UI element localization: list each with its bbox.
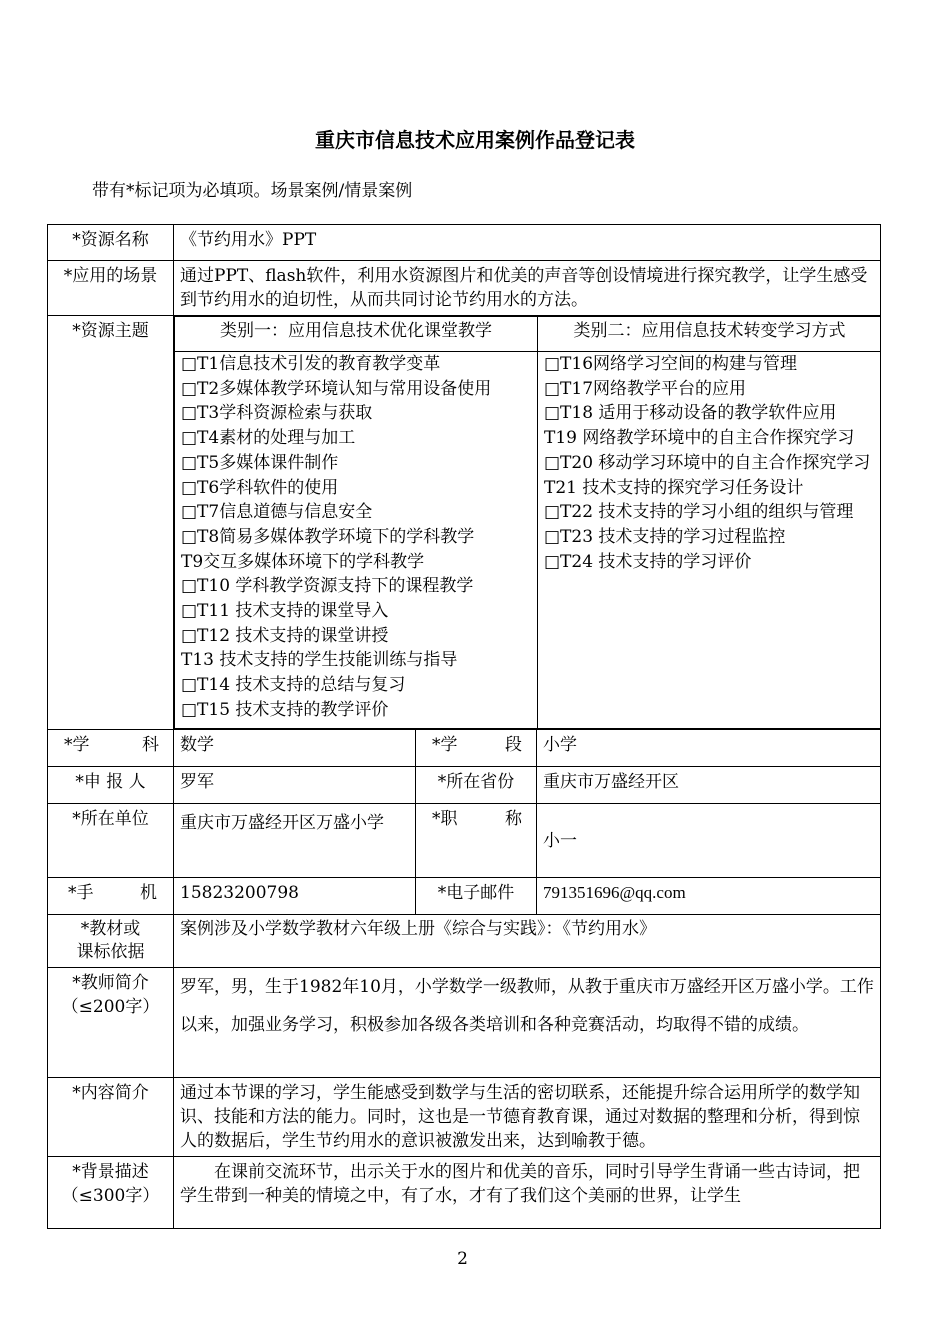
- topic-option: □T1信息技术引发的教育教学变革: [181, 354, 441, 374]
- registration-form-table: [47, 224, 881, 1229]
- row-topic: [48, 316, 881, 730]
- label-scene: *应用的场景: [48, 261, 174, 316]
- topic-cell: [174, 316, 881, 730]
- value-teacher: 罗军，男，生于1982年10月，小学数学一级教师，从教于重庆市万盛经开区万盛小学。工作以来，加强业务学习，积极参加各级各类培训和各种竞赛活动，均取得不错的成绩。: [174, 968, 881, 1078]
- row-unit-title: [48, 804, 881, 878]
- topic-option: □T7信息道德与信息安全: [181, 502, 373, 523]
- topic-option: T19 网络教学环境中的自主合作探究学习: [544, 428, 855, 449]
- topic-option: □T3学科资源检索与获取: [181, 403, 373, 424]
- topic-option: □T8简易多媒体教学环境下的学科教学: [181, 526, 475, 547]
- value-basis: 案例涉及小学数学教材六年级上册《综合与实践》：《节约用水》: [174, 915, 881, 968]
- value-province: 重庆市万盛经开区: [537, 767, 881, 804]
- topic-option: □T11 技术支持的课堂导入: [181, 601, 389, 622]
- page-number: 2: [457, 1249, 468, 1269]
- value-stage: 小学: [537, 730, 881, 767]
- topic-option: □T6学科软件的使用: [181, 477, 339, 498]
- topic-option: □T15 技术支持的教学评价: [181, 699, 389, 720]
- value-scene: 通过PPT、flash软件，利用水资源图片和优美的声音等创设情境进行探究教学，让学生感受到节约用水的迫切性，从而共同讨论节约用水的方法。: [174, 261, 881, 316]
- label-teacher: *教师简介 （≤200字）: [48, 968, 174, 1078]
- category-two-list: [538, 352, 881, 729]
- topic-option: □T18 适用于移动设备的教学软件应用: [544, 403, 837, 424]
- row-basis: [48, 915, 881, 968]
- label-province: *所在省份: [416, 767, 537, 804]
- row-subject-stage: [48, 730, 881, 767]
- topic-option: □T16网络学习空间的构建与管理: [544, 354, 798, 374]
- required-note: 带有*标记项为必填项。场景案例/情景案例: [92, 181, 413, 201]
- topic-option: □T2多媒体教学环境认知与常用设备使用: [181, 378, 492, 399]
- label-stage: *学 段: [416, 730, 537, 767]
- label-topic: *资源主题: [48, 316, 174, 730]
- value-subject: 数学: [174, 730, 416, 767]
- topic-option: □T24 技术支持的学习评价: [544, 551, 752, 572]
- topic-option: □T14 技术支持的总结与复习: [181, 675, 406, 696]
- category-one-title: 类别一：应用信息技术优化课堂教学: [175, 317, 538, 352]
- row-phone-email: [48, 878, 881, 915]
- value-unit: 重庆市万盛经开区万盛小学: [174, 804, 416, 878]
- label-content: *内容简介: [48, 1078, 174, 1157]
- label-unit: *所在单位: [48, 804, 174, 878]
- topic-option: □T20 移动学习环境中的自主合作探究学习: [544, 452, 871, 473]
- topic-inner-table: [174, 316, 881, 729]
- label-resource-name: *资源名称: [48, 225, 174, 261]
- category-two-title: 类别二：应用信息技术转变学习方式: [538, 317, 881, 352]
- row-applicant-province: [48, 767, 881, 804]
- value-title-rank: 小一: [537, 804, 881, 878]
- row-content: [48, 1078, 881, 1157]
- value-resource-name: 《节约用水》PPT: [174, 225, 881, 261]
- row-resource-name: [48, 225, 881, 261]
- topic-option: T13 技术支持的学生技能训练与指导: [181, 650, 458, 671]
- topic-option: □T5多媒体课件制作: [181, 452, 339, 473]
- value-background: 在课前交流环节，出示关于水的图片和优美的音乐，同时引导学生背诵一些古诗词，把学生带到一种美的情境之中，有了水，才有了我们这个美丽的世界，让学生: [174, 1157, 881, 1229]
- topic-option: □T23 技术支持的学习过程监控: [544, 526, 786, 547]
- topic-option: □T12 技术支持的课堂讲授: [181, 625, 389, 646]
- topic-option: □T22 技术支持的学习小组的组织与管理: [544, 502, 854, 523]
- value-content: 通过本节课的学习，学生能感受到数学与生活的密切联系，还能提升综合运用所学的数学知识、技能和方法的能力。同时，这也是一节德育教育课，通过对数据的整理和分析，得到惊人的数据后，学生节约用水的意识被激发出来，达到喻教于德。: [174, 1078, 881, 1157]
- topic-option: T21 技术支持的探究学习任务设计: [544, 477, 804, 498]
- row-scene: [48, 261, 881, 316]
- topic-option: T9交互多媒体环境下的学科教学: [181, 551, 425, 572]
- label-email: *电子邮件: [416, 878, 537, 915]
- label-subject: *学 科: [48, 730, 174, 767]
- value-phone: 15823200798: [174, 878, 416, 915]
- topic-option: □T17网络教学平台的应用: [544, 378, 747, 399]
- label-basis: *教材或 课标依据: [48, 915, 174, 968]
- topic-option: □T4素材的处理与加工: [181, 428, 356, 449]
- value-email: 791351696@qq.com: [537, 878, 881, 915]
- value-applicant: 罗军: [174, 767, 416, 804]
- row-background: [48, 1157, 881, 1229]
- label-phone: *手 机: [48, 878, 174, 915]
- page-title: 重庆市信息技术应用案例作品登记表: [315, 128, 635, 152]
- label-title-rank: *职 称: [416, 804, 537, 878]
- topic-option: □T10 学科教学资源支持下的课程教学: [181, 576, 474, 597]
- label-background: *背景描述 （≤300字）: [48, 1157, 174, 1229]
- label-applicant: *申 报 人: [48, 767, 174, 804]
- category-one-list: [175, 352, 538, 729]
- row-teacher: [48, 968, 881, 1078]
